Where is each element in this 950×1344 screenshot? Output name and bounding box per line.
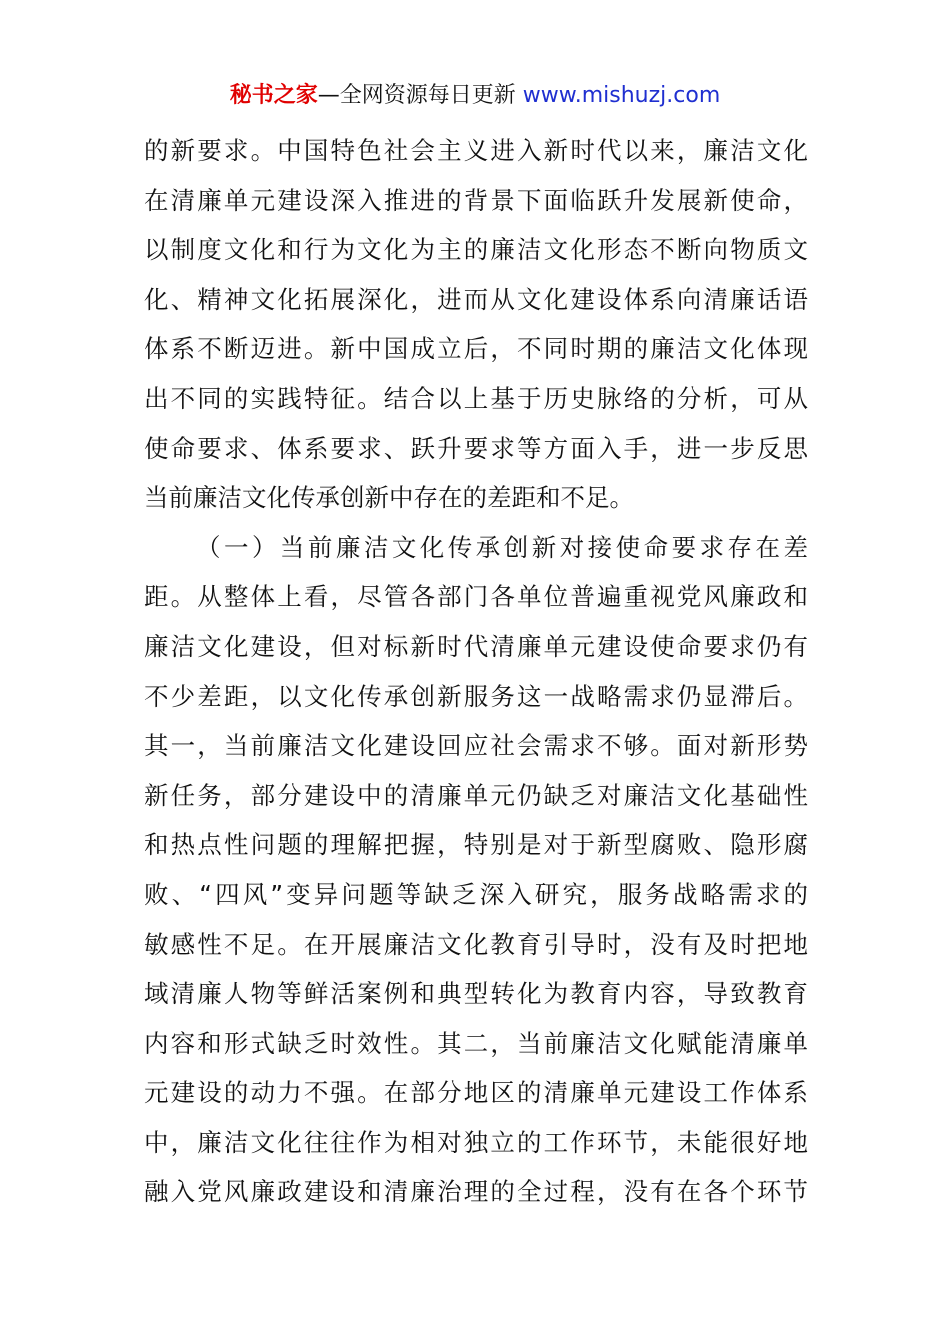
text-line: 败、“四风”变异问题等缺乏深入研究，服务战略需求的: [144, 879, 808, 909]
text-line: 化、精神文化拓展深化，进而从文化建设体系向清廉话语: [144, 284, 808, 314]
text-line: 融入党风廉政建设和清廉治理的全过程，没有在各个环节: [144, 1177, 808, 1207]
site-url-link[interactable]: www.mishuzj.com: [522, 83, 721, 108]
document-body: [144, 126, 808, 1217]
text-line: 元建设的动力不强。在部分地区的清廉单元建设工作体系: [144, 1078, 808, 1108]
text-line: 其一，当前廉洁文化建设回应社会需求不够。面对新形势: [144, 731, 808, 761]
text-line: 的新要求。中国特色社会主义进入新时代以来，廉洁文化: [144, 136, 808, 165]
site-header: [0, 80, 950, 112]
text-line: 距。从整体上看，尽管各部门各单位普遍重视党风廉政和: [144, 582, 808, 612]
text-line: 廉洁文化建设，但对标新时代清廉单元建设使命要求仍有: [144, 631, 808, 661]
site-tagline: —全网资源每日更新: [317, 83, 523, 108]
text-line: 不少差距，以文化传承创新服务这一战略需求仍显滞后。: [144, 681, 808, 711]
text-line: 出不同的实践特征。结合以上基于历史脉络的分析，可从: [144, 383, 808, 413]
site-brand: 秘书之家: [229, 83, 318, 108]
section-heading-line: （一）当前廉洁文化传承创新对接使命要求存在差: [196, 532, 808, 562]
text-line: 当前廉洁文化传承创新中存在的差距和不足。: [144, 483, 634, 513]
text-line: 以制度文化和行为文化为主的廉洁文化形态不断向物质文: [144, 235, 808, 265]
text-line: 中，廉洁文化往往作为相对独立的工作环节，未能很好地: [144, 1127, 808, 1157]
text-line: 内容和形式缺乏时效性。其二，当前廉洁文化赋能清廉单: [144, 1028, 808, 1058]
text-line: 域清廉人物等鲜活案例和典型转化为教育内容，导致教育: [144, 979, 808, 1009]
text-line: 和热点性问题的理解把握，特别是对于新型腐败、隐形腐: [144, 830, 808, 860]
text-line: 使命要求、体系要求、跃升要求等方面入手，进一步反思: [144, 433, 808, 463]
text-line: 新任务，部分建设中的清廉单元仍缺乏对廉洁文化基础性: [144, 780, 808, 810]
text-line: 敏感性不足。在开展廉洁文化教育引导时，没有及时把地: [144, 929, 808, 959]
text-line: 在清廉单元建设深入推进的背景下面临跃升发展新使命，: [144, 185, 808, 215]
text-line: 体系不断迈进。新中国成立后，不同时期的廉洁文化体现: [144, 334, 808, 364]
